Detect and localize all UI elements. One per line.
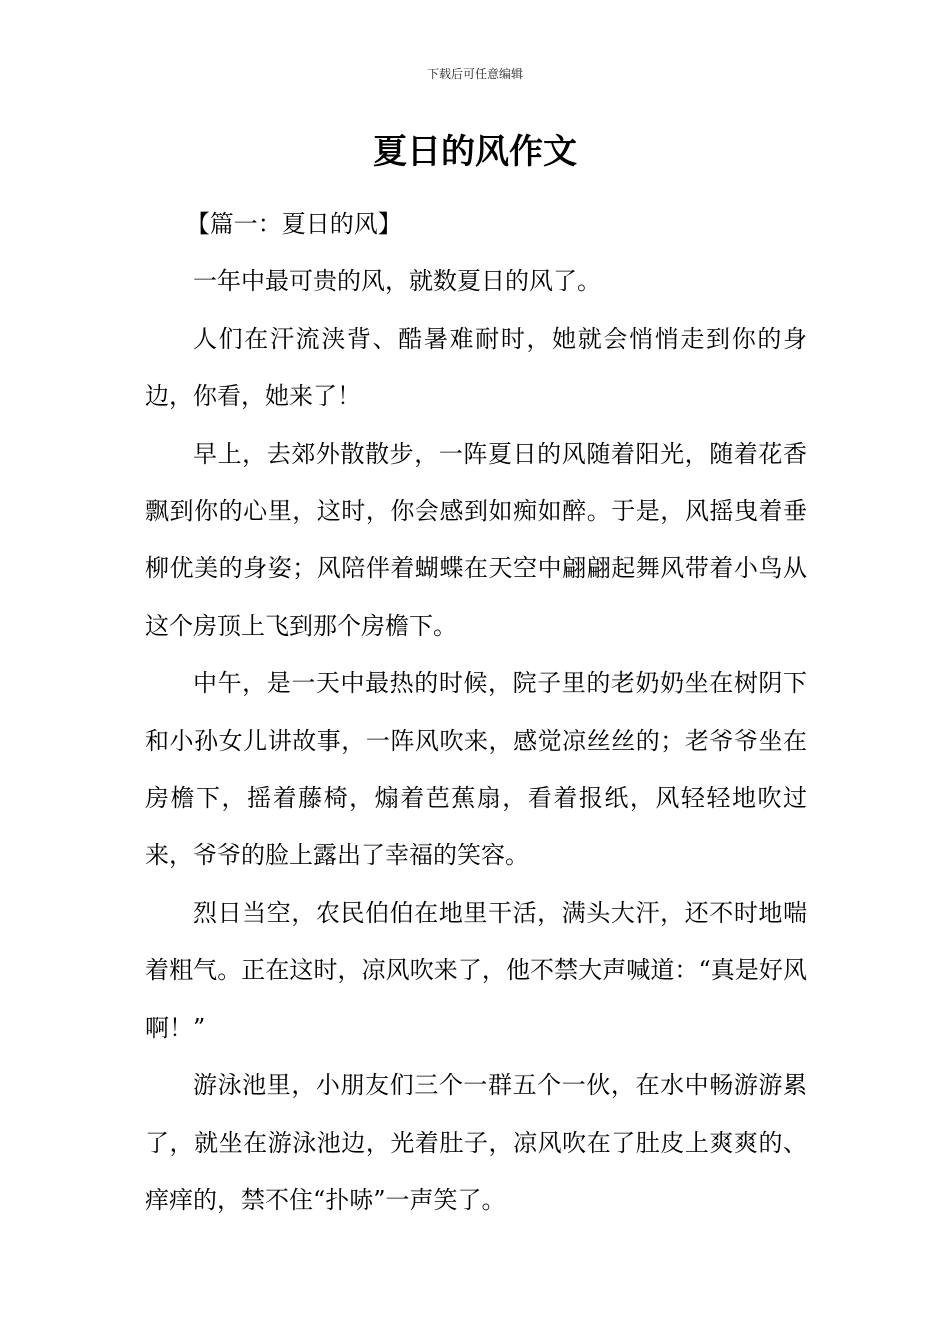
paragraph-3: 早上，去郊外散散步，一阵夏日的风随着阳光，随着花香飘到你的心里，这时，你会感到如痴如醉。于是，风摇曳着垂柳优美的身姿；风陪伴着蝴蝶在天空中翩翩起舞风带着小鸟从这个房顶上飞到那个房檐下。	[145, 439, 807, 640]
page-header-note: 下载后可任意编辑	[426, 67, 523, 81]
paragraph-6: 游泳池里，小朋友们三个一群五个一伙，在水中畅游游累了，就坐在游泳池边，光着肚子，凉风吹在了肚皮上爽爽的、痒痒的，禁不住“扑哧”一声笑了。	[145, 1071, 807, 1214]
section-heading: 【篇一：夏日的风】	[185, 210, 402, 238]
document-body	[145, 196, 807, 1229]
paragraph-5: 烈日当空，农民伯伯在地里干活，满头大汗，还不时地喘着粗气。正在这时，凉风吹来了，他不禁大声喊道：“真是好风啊！”	[145, 898, 807, 1042]
paragraph-2: 人们在汗流浃背、酷暑难耐时，她就会悄悄走到你的身边，你看，她来了！	[145, 324, 807, 411]
paragraph-4: 中午，是一天中最热的时候，院子里的老奶奶坐在树阴下和小孙女儿讲故事，一阵风吹来，感觉凉丝丝的；老爷爷坐在房檐下，摇着藤椅，煽着芭蕉扇，看着报纸，风轻轻地吹过来，爷爷的脸上露出了幸福的笑容。	[145, 669, 807, 870]
paragraph-1: 一年中最可贵的风，就数夏日的风了。	[193, 267, 601, 296]
document-title: 夏日的风作文	[373, 132, 577, 172]
